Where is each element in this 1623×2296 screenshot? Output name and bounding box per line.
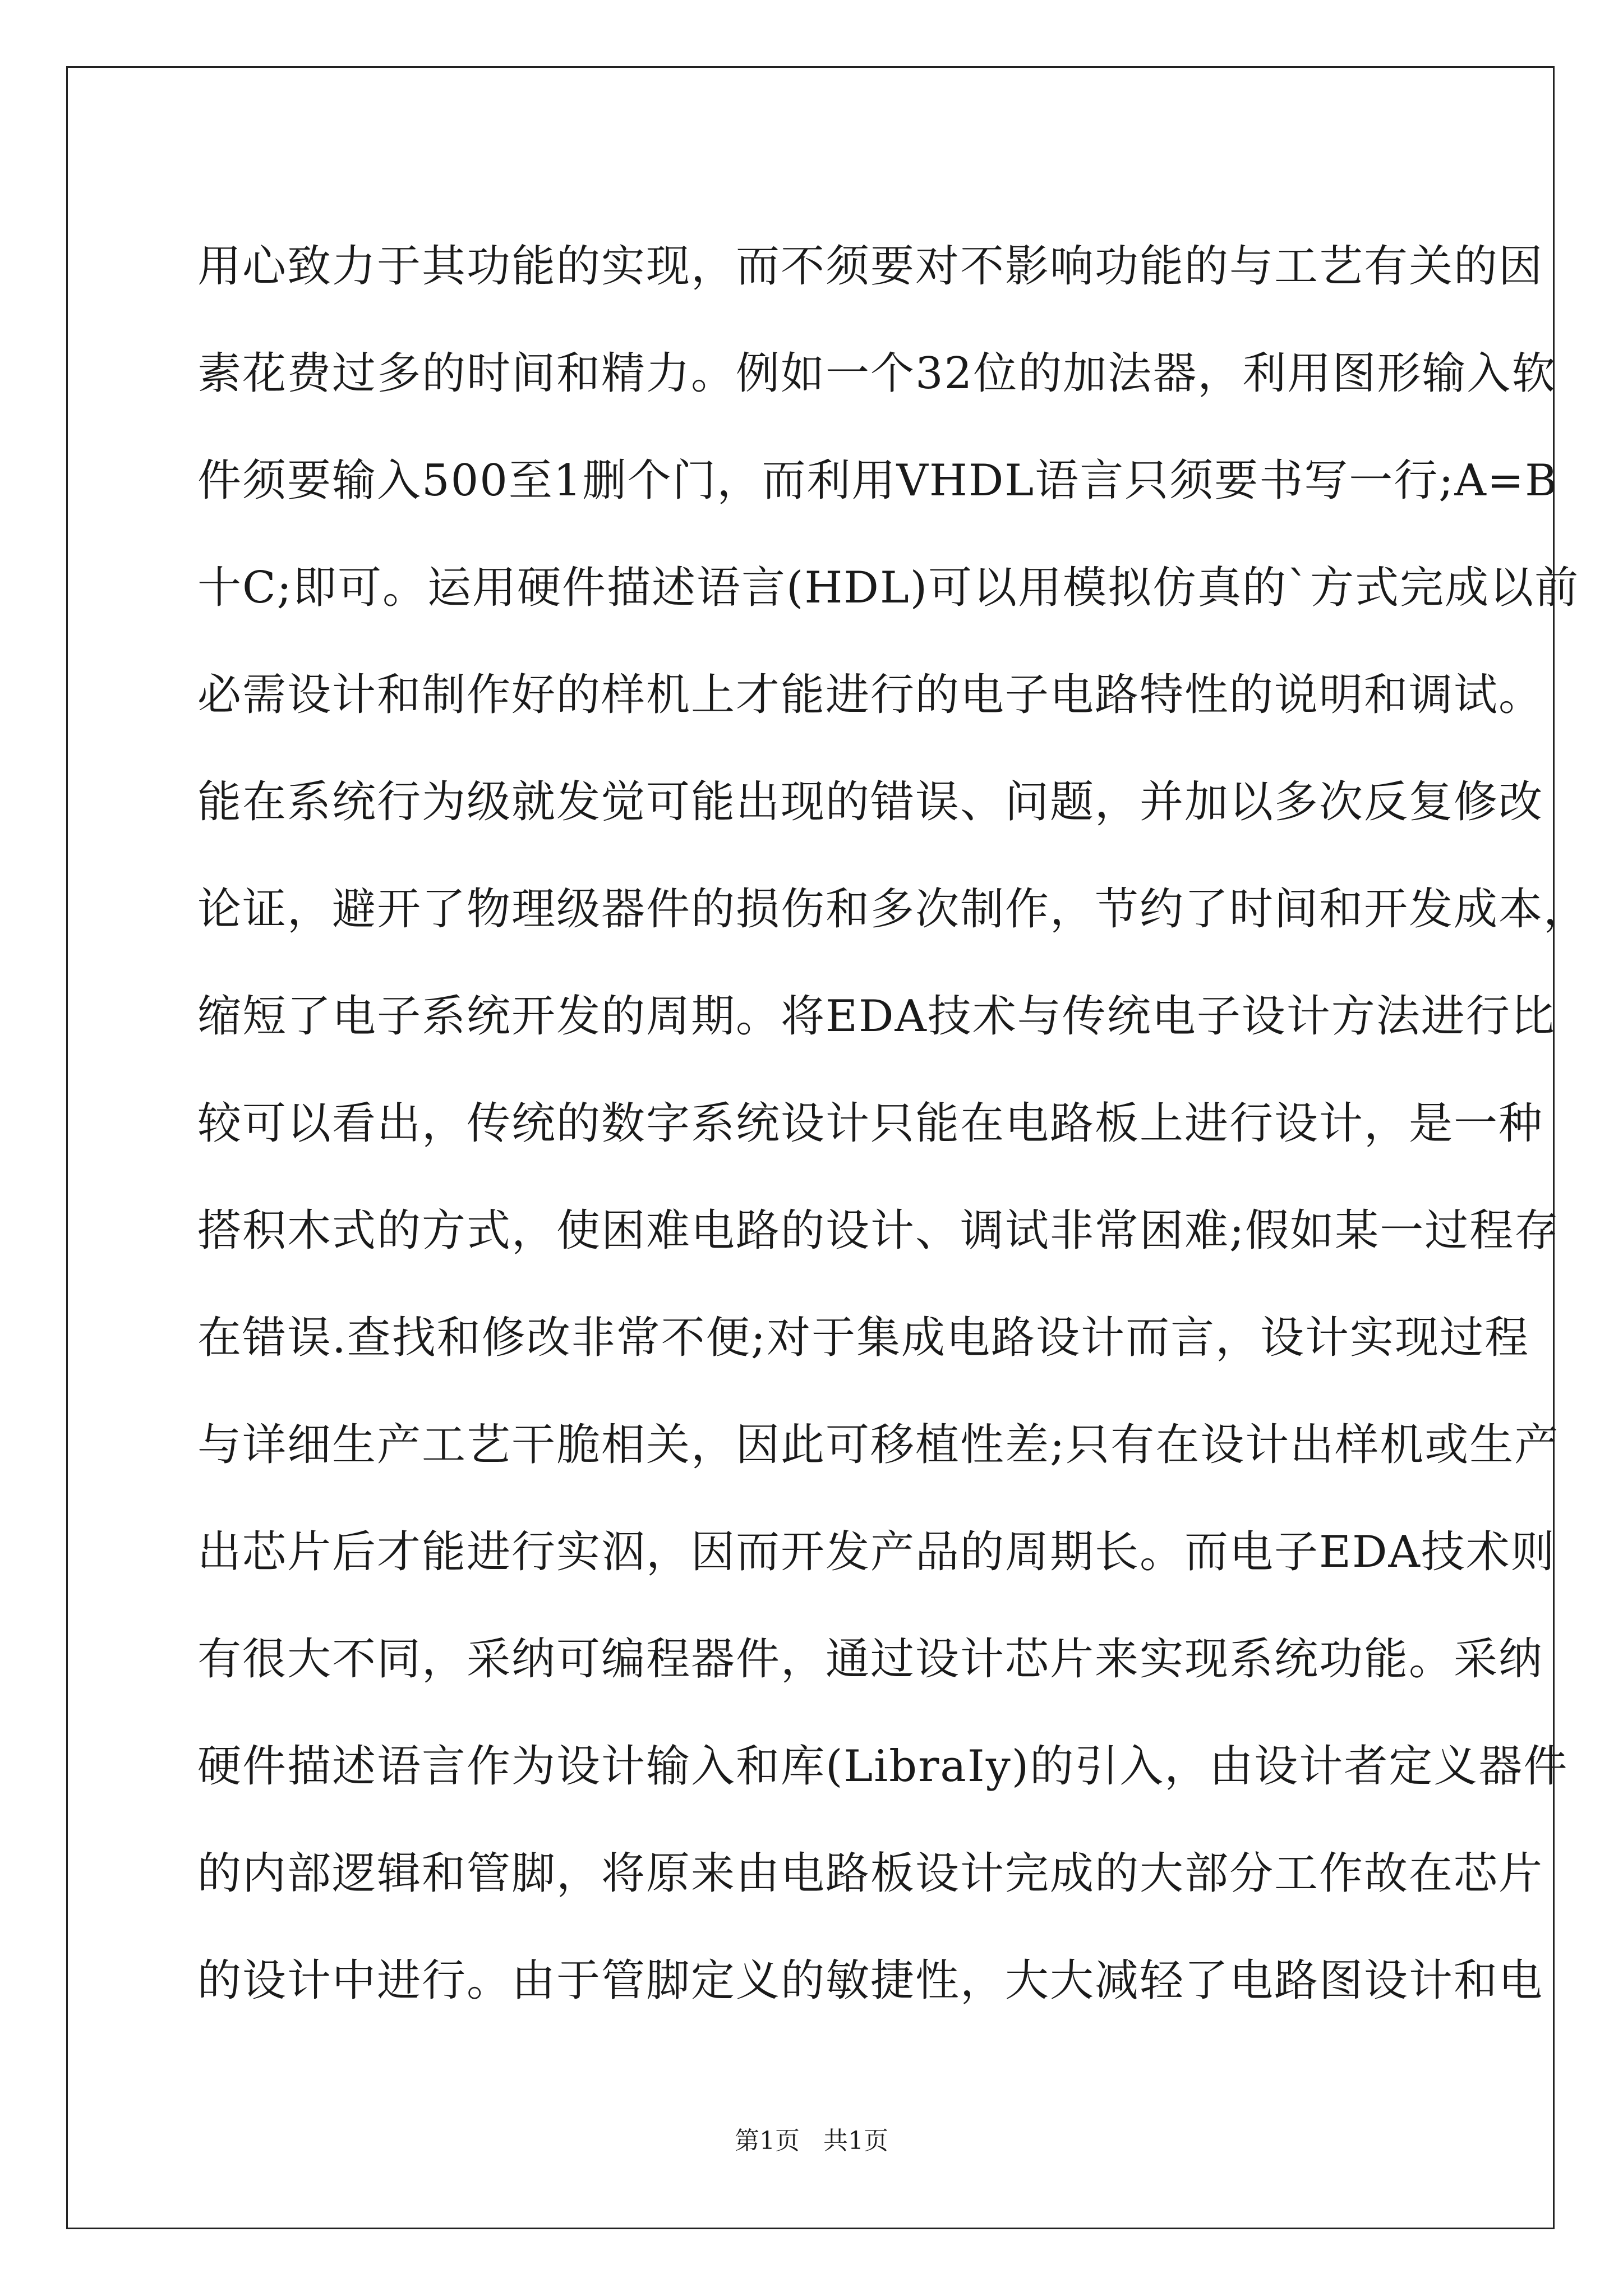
text-line: 出芯片后才能进行实泅，因而开发产品的周期长。而电子EDA技术则: [197, 1527, 1556, 1577]
text-line: 与详细生产工艺干脆相关，因此可移植性差;只有在设计出样机或生产: [197, 1420, 1560, 1470]
page-number: 第1页 共1页: [735, 2127, 888, 2155]
text-line: 用心致力于其功能的实现，而不须要对不影响功能的与工艺有关的因: [197, 241, 1544, 292]
text-line: 件须要输入500至1删个门，而利用VHDL语言只须要书写一行;A=B: [197, 455, 1559, 506]
text-line: 硬件描述语言作为设计输入和库(LibraIy)的引入，由设计者定义器件: [197, 1741, 1569, 1792]
text-line: 的内部逻辑和管脚，将原来由电路板设计完成的大部分工作故在芯片: [197, 1848, 1544, 1899]
text-line: 论证，避开了物理级器件的损伤和多次制作，节约了时间和开发成本，: [197, 884, 1589, 935]
text-line: 搭积木式的方式，使困难电路的设计、调试非常困难;假如某一过程存: [197, 1205, 1560, 1256]
text-line: 素花费过多的时间和精力。例如一个32位的加法器，利用图形输入软: [197, 348, 1557, 399]
text-line: 能在系统行为级就发觉可能出现的错误、问题，并加以多次反复修改: [197, 777, 1544, 827]
text-line: 必需设计和制作好的样机上才能进行的电子电路特性的说明和调试。: [197, 670, 1544, 720]
text-line: 缩短了电子系统开发的周期。将EDA技术与传统电子设计方法进行比: [197, 991, 1556, 1042]
text-line: 有很大不同，采纳可编程器件，通过设计芯片来实现系统功能。采纳: [197, 1634, 1544, 1685]
document-body: [197, 213, 1589, 2035]
text-line: 的设计中进行。由于管脚定义的敏捷性，大大减轻了电路图设计和电: [197, 1955, 1544, 2006]
page-footer: [0, 2120, 1623, 2156]
text-line: 十C;即可。运用硬件描述语言(HDL)可以用模拟仿真的`方式完成以前: [197, 563, 1580, 613]
text-line: 较可以看出，传统的数字系统设计只能在电路板上进行设计，是一种: [197, 1098, 1544, 1149]
text-line: 在错误.查找和修改非常不便;对于集成电路设计而言，设计实现过程: [197, 1313, 1530, 1363]
